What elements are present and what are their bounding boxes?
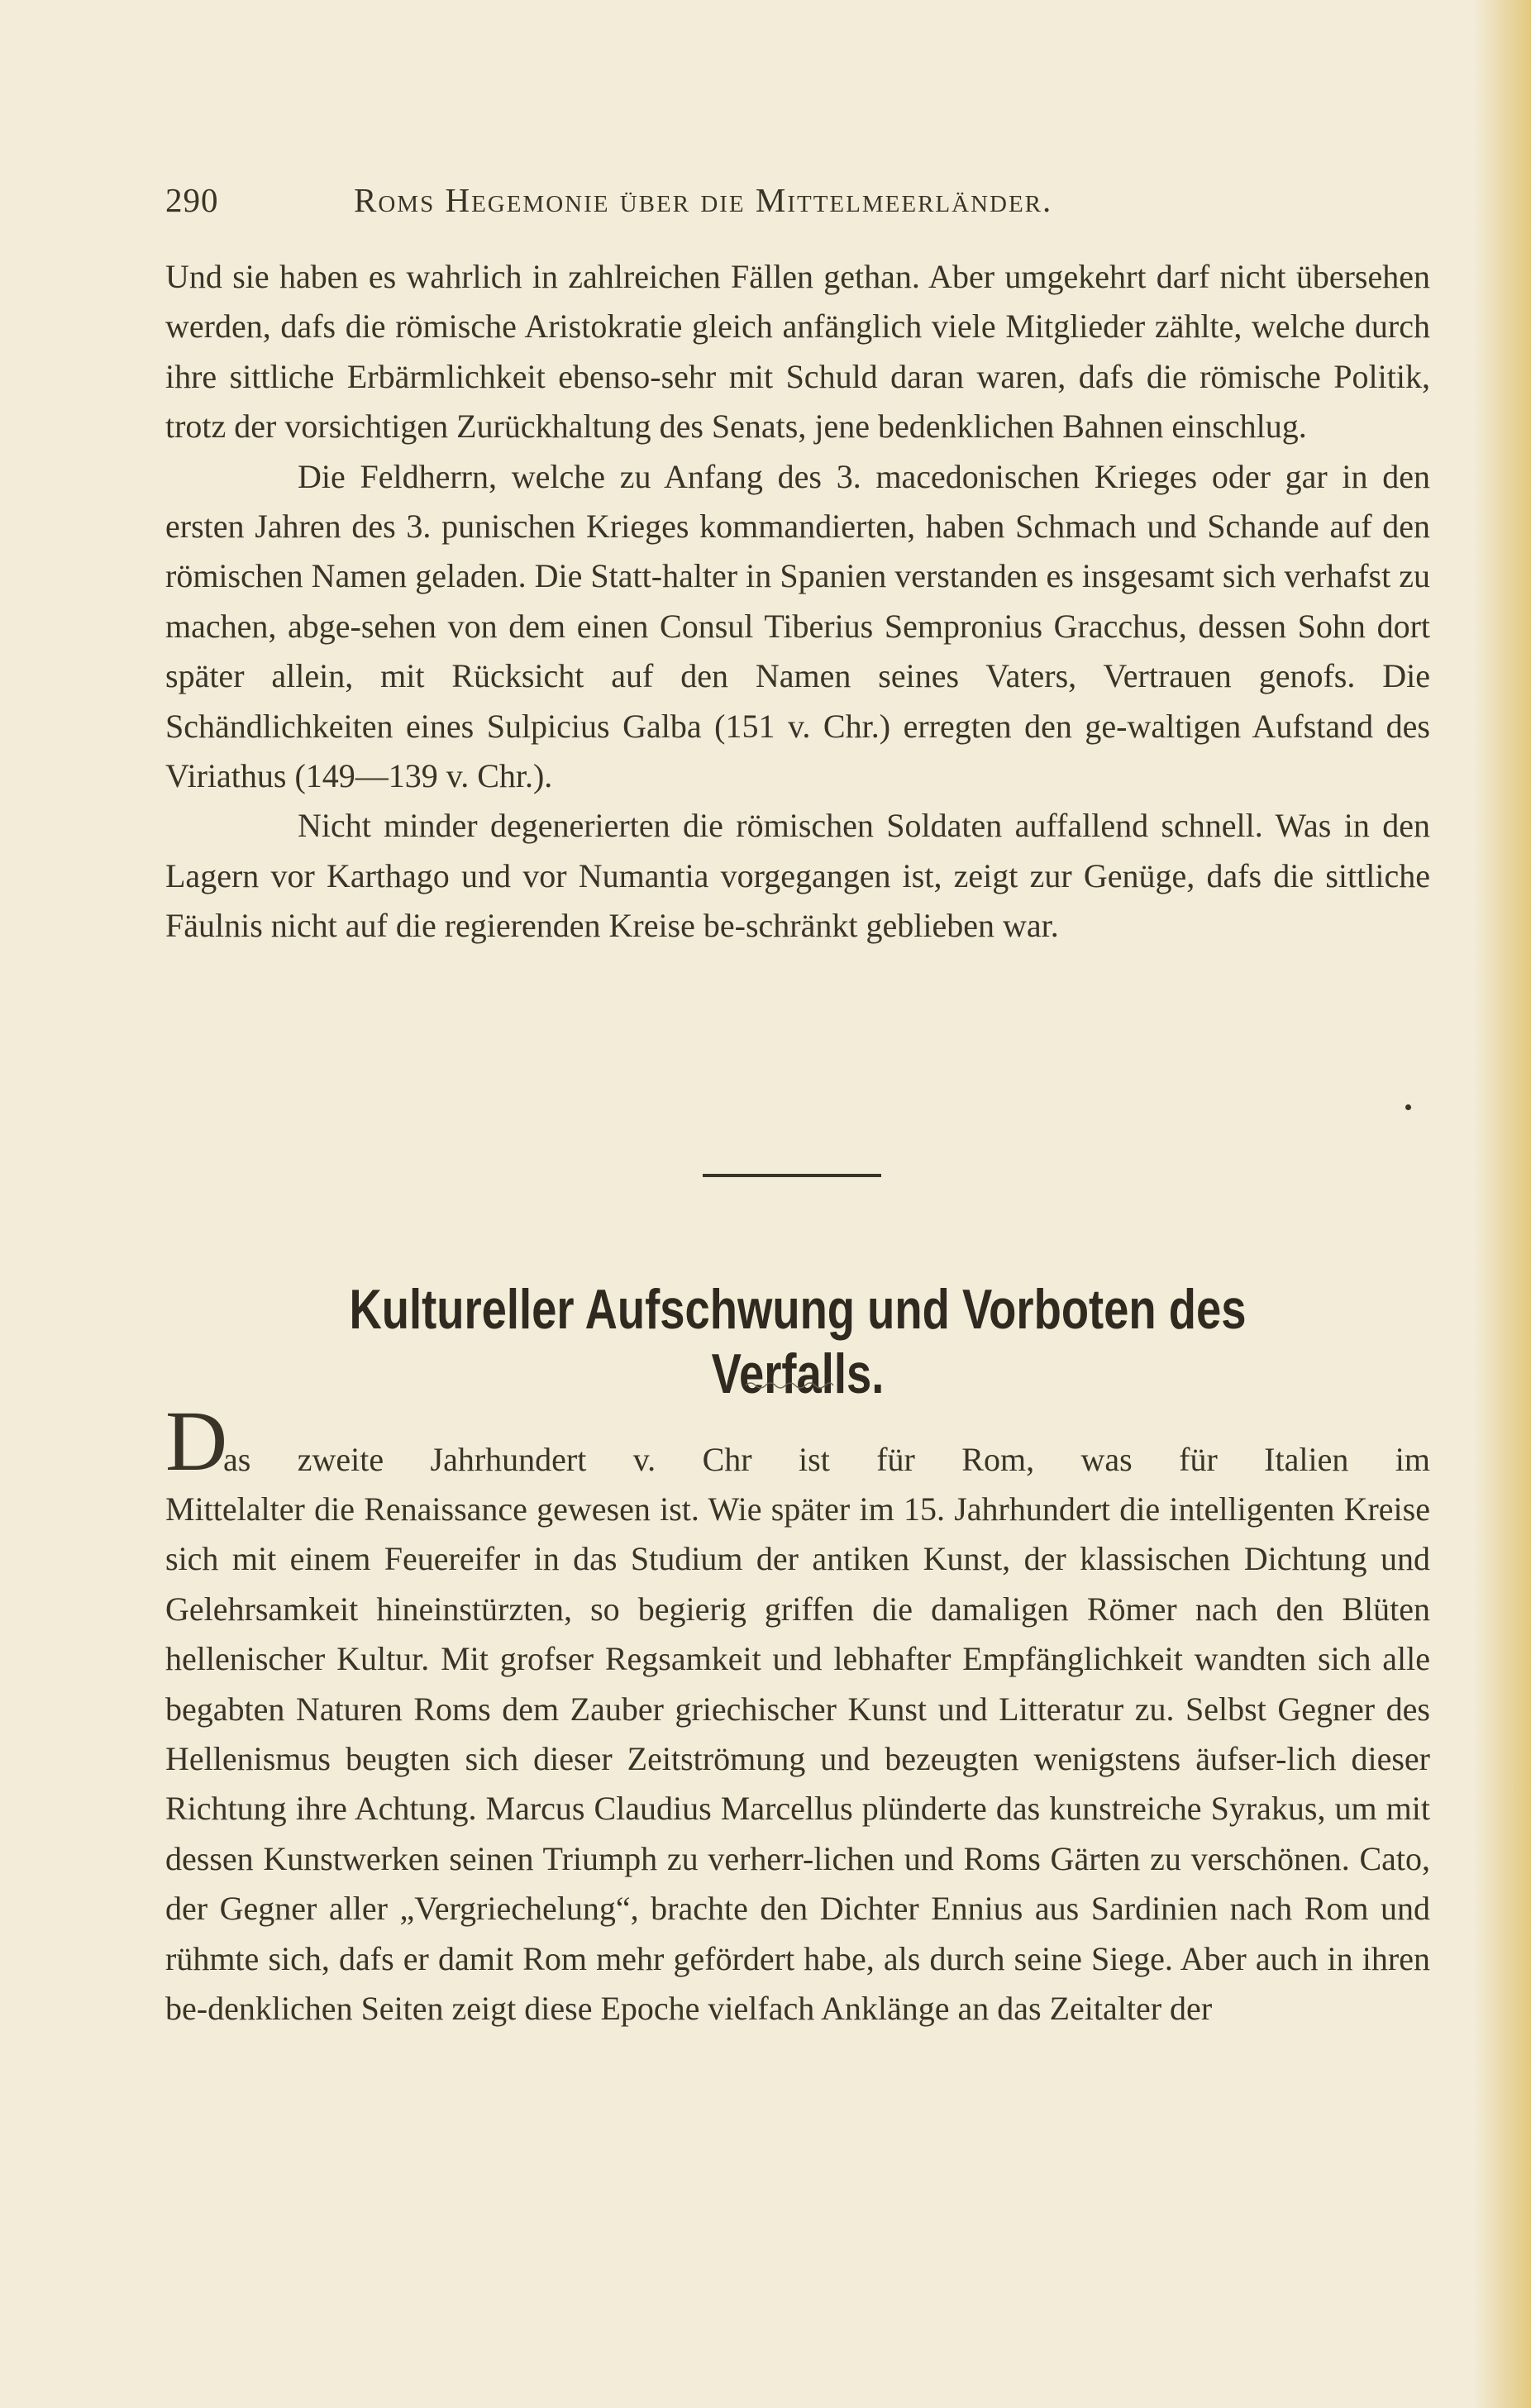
paragraph-1: Und sie haben es wahrlich in zahlreichen Fällen gethan. Aber umgekehrt darf nicht übersehen werden, dafs die römische Aristokratie gleich anfänglich viele Mitglieder zählte, welche durch ihre sittliche Erbärmlichkeit ebenso-sehr mit Schuld daran waren, dafs die römische Politik, trotz der vorsichtigen Zurückhaltung des Senats, jene bedenklichen Bahnen einschlug.	[165, 258, 1430, 446]
section-1-text	[165, 252, 1430, 951]
paragraph-2: Die Feldherrn, welche zu Anfang des 3. macedonischen Krieges oder gar in den ersten Jahren des 3. punischen Krieges kommandierten, haben Schmach und Schande auf den römischen Namen geladen. Die Statt-halter in Spanien verstanden es insgesamt sich verhafst zu machen, abge-sehen von dem einen Consul Tiberius Sempronius Gracchus, dessen Sohn dort später allein, mit Rücksicht auf den Namen seines Vaters, Vertrauen genofs. Die Schändlichkeiten eines Sulpicius Galba (151 v. Chr.) erregten den ge-waltigen Aufstand des Viriathus (149—139 v. Chr.).	[165, 457, 1430, 795]
section-separator-rule	[703, 1174, 881, 1177]
running-title: Roms Hegemonie über die Mittelmeerländer.	[354, 181, 1053, 219]
section-2-body: Mittelalter die Renaissance gewesen ist. Wie später im 15. Jahrhundert die intelligenten Kreise sich mit einem Feuereifer in das Studium der antiken Kunst, der klassischen Dichtung und Gelehrsamkeit hineinstürzten, so begierig griffen die damaligen Römer nach den Blüten hellenischer Kultur. Mit grofser Regsamkeit und lebhafter Empfänglichkeit wandten sich alle begabten Naturen Roms dem Zauber griechischer Kunst und Litteratur zu. Selbst Gegner des Hellenismus beugten sich dieser Zeitströmung und bezeugten wenigstens äufser-lich dieser Richtung ihre Achtung. Marcus Claudius Marcellus plünderte das kunstreiche Syrakus, um mit dessen Kunstwerken seinen Triumph zu verherr-lichen und Roms Gärten zu verschönen. Cato, der Gegner aller „Vergriechelung“, brachte den Dichter Ennius aus Sardinien nach Rom und rühmte sich, dafs er damit Rom mehr gefördert habe, als durch seine Siege. Aber auch in ihren be-denklichen Seiten zeigt diese Epoche vielfach Anklänge an das Zeitalter der	[165, 1490, 1430, 2028]
print-speck	[1405, 1104, 1411, 1110]
drop-cap: D	[165, 1394, 228, 1489]
running-header	[165, 180, 1422, 230]
page-edge	[1473, 0, 1531, 2408]
paragraph-3: Nicht minder degenerierten die römischen Soldaten auffallend schnell. Was in den Lagern vor Karthago und vor Numantia vorgegangen ist, zeigt zur Genüge, dafs die sittliche Fäulnis nicht auf die regierenden Kreise be-schränkt geblieben war.	[165, 807, 1430, 945]
section-2-first-line: as zweite Jahrhundert v. Chr ist für Rom, was für Italien im	[223, 1441, 1430, 1478]
page-number: 290	[165, 181, 219, 219]
section-2-text	[165, 1485, 1430, 2034]
section-title: Kultureller Aufschwung und Vorboten des Verfalls.	[349, 1278, 1247, 1405]
title-flourish	[744, 1379, 835, 1390]
